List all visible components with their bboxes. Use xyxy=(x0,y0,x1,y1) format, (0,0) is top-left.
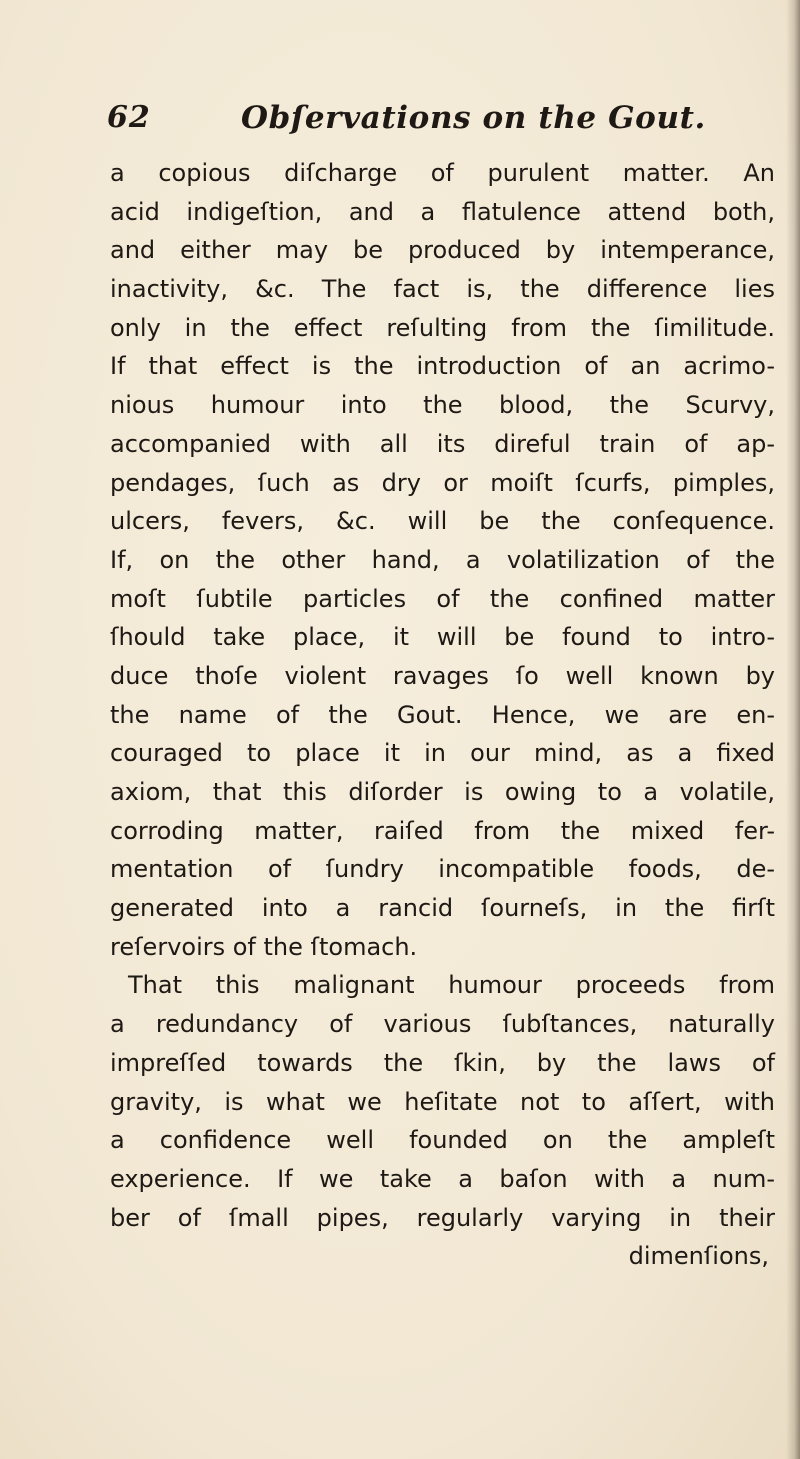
text-line: moſt ſubtile particles of the confined matter xyxy=(110,584,775,613)
text-line: accompanied with all its direful train of ap- xyxy=(110,429,775,458)
text-line: impreſſed towards the ſkin, by the laws of xyxy=(110,1048,775,1077)
page-edge-shadow xyxy=(786,0,800,1459)
text-line: experience. If we take a baſon with a num- xyxy=(110,1164,775,1193)
text-line: only in the effect reſulting from the ſimilitude. xyxy=(110,313,775,342)
catchword: dimenſions, xyxy=(628,1242,769,1271)
running-title: Obſervations on the Gout. xyxy=(241,100,706,136)
text-line: reſervoirs of the ſtomach. xyxy=(110,932,418,961)
text-line: and either may be produced by intemperance, xyxy=(110,236,775,265)
text-line: generated into a rancid ſourneſs, in the firſt xyxy=(110,894,775,923)
text-line: ber of ſmall pipes, regularly varying in their xyxy=(110,1203,775,1232)
text-line: If, on the other hand, a volatilization of the xyxy=(110,545,775,574)
page-number: 62 xyxy=(107,100,151,135)
text-line: pendages, ſuch as dry or moiſt ſcurfs, pimples, xyxy=(110,468,775,497)
text-line: corroding matter, raiſed from the mixed fer- xyxy=(110,816,775,845)
text-line: nious humour into the blood, the Scurvy, xyxy=(110,391,775,420)
text-line: That this malignant humour proceeds from xyxy=(128,971,775,1000)
text-line: If that effect is the introduction of an acrimo- xyxy=(110,352,775,381)
text-line: inactivity, &c. The fact is, the difference lies xyxy=(110,275,775,304)
body-text xyxy=(110,154,775,1276)
text-line: the name of the Gout. Hence, we are en- xyxy=(110,700,775,729)
text-line: axiom, that this diſorder is owing to a volatile, xyxy=(110,778,775,806)
text-line: gravity, is what we heſitate not to aſſert, with xyxy=(110,1087,775,1116)
text-line: acid indigeſtion, and a flatulence attend both, xyxy=(110,197,775,226)
text-line: ulcers, fevers, &c. will be the conſequence. xyxy=(110,507,775,536)
page-header xyxy=(107,100,747,144)
text-line: a copious diſcharge of purulent matter. An xyxy=(110,159,775,187)
text-line: ſhould take place, it will be found to intro- xyxy=(110,623,775,652)
text-line: a redundancy of various ſubſtances, naturally xyxy=(110,1010,775,1039)
text-line: a confidence well founded on the ampleſt xyxy=(110,1126,775,1155)
text-line: couraged to place it in our mind, as a fixed xyxy=(110,739,775,768)
text-line: duce thoſe violent ravages ſo well known by xyxy=(110,661,775,690)
text-line: mentation of ſundry incompatible foods, de- xyxy=(110,855,775,884)
